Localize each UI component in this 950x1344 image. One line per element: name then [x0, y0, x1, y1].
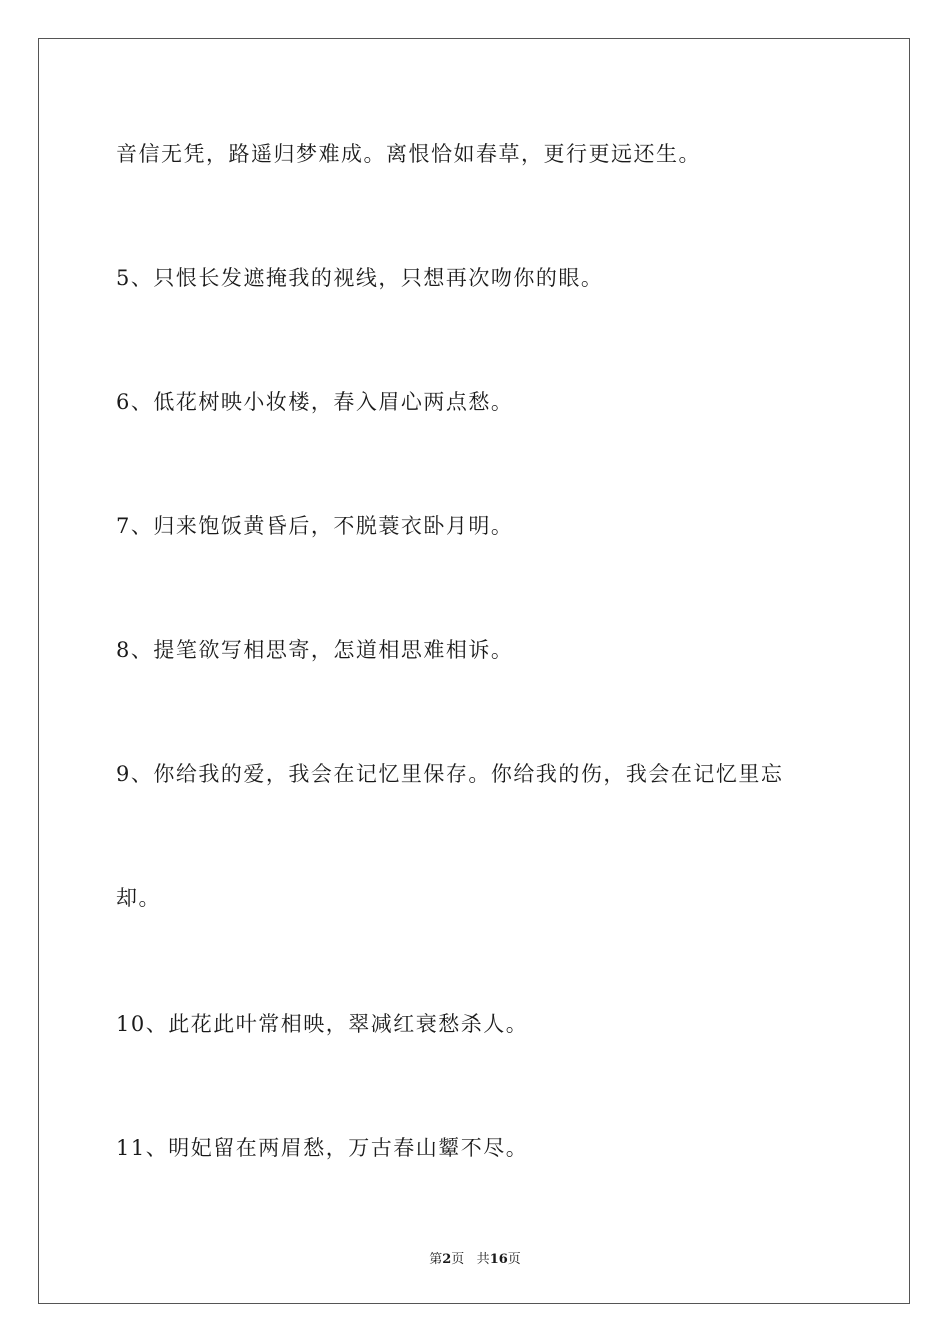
footer-total-pages: 16	[489, 1252, 508, 1267]
footer-page-suffix: 页	[451, 1252, 465, 1267]
footer-page-prefix: 第	[429, 1252, 443, 1267]
page-footer	[0, 1248, 950, 1267]
page-border	[38, 38, 910, 1304]
text-line-7: 却。	[116, 886, 161, 910]
text-line-9: 11、明妃留在两眉愁，万古春山颦不尽。	[116, 1136, 529, 1160]
text-line-8: 10、此花此叶常相映，翠减红衰愁杀人。	[116, 1012, 529, 1036]
text-line-6: 9、你给我的爱，我会在记忆里保存。你给我的伤，我会在记忆里忘	[116, 762, 784, 786]
text-line-1: 音信无凭，路遥归梦难成。离恨恰如春草，更行更远还生。	[116, 142, 701, 166]
footer-page-number: 2	[442, 1252, 452, 1267]
footer-total-prefix: 共	[476, 1252, 490, 1267]
text-line-5: 8、提笔欲写相思寄，怎道相思难相诉。	[116, 638, 514, 662]
text-line-2: 5、只恨长发遮掩我的视线，只想再次吻你的眼。	[116, 266, 604, 290]
text-line-4: 7、归来饱饭黄昏后，不脱蓑衣卧月明。	[116, 514, 514, 538]
footer-total-suffix: 页	[507, 1252, 521, 1267]
text-line-3: 6、低花树映小妆楼，春入眉心两点愁。	[116, 390, 514, 414]
